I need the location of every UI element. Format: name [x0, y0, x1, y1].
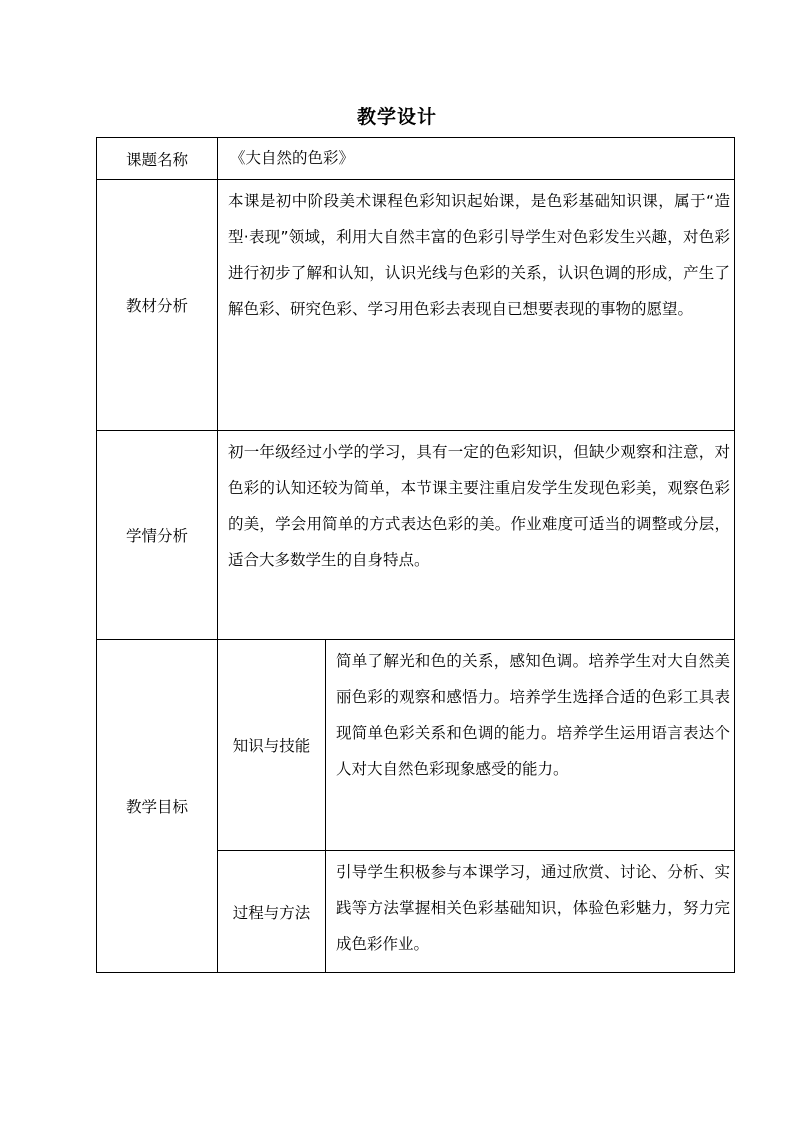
label-lesson-title: 课题名称 [97, 138, 218, 180]
row-material-analysis [97, 180, 735, 431]
student-analysis-text: 初一年级经过小学的学习，具有一定的色彩知识，但缺少观察和注意，对色彩的认知还较为简单，本节课主要注重启发学生发现色彩美，观察色彩的美，学会用简单的方式表达色彩的美。作业难度可适当的调整或分层，适合大多数学生的自身特点。 [228, 443, 731, 569]
row-goal-knowledge [97, 640, 735, 851]
row-student-analysis [97, 431, 735, 640]
knowledge-skills-text: 简单了解光和色的关系，感知色调。培养学生对大自然美丽色彩的观察和感悟力。培养学生选择合适的色彩工具表现简单色彩关系和色调的能力。培养学生运用语言表达个人对大自然色彩现象感受的能力。 [336, 652, 731, 778]
lesson-title-value: 《大自然的色彩》 [230, 149, 355, 167]
cell-knowledge-skills [326, 640, 735, 851]
cell-student-analysis [218, 431, 735, 640]
cell-process-methods [326, 851, 735, 973]
label-process-methods: 过程与方法 [218, 851, 326, 973]
document-title: 教学设计 [356, 106, 437, 128]
cell-lesson-title [218, 138, 735, 180]
material-analysis-text: 本课是初中阶段美术课程色彩知识起始课，是色彩基础知识课，属于“造型·表现”领域，利用大自然丰富的色彩引导学生对色彩发生兴趣，对色彩进行初步了解和认知，认识光线与色彩的关系，认识色调的形成，产生了解色彩、研究色彩、学习用色彩去表现自已想要表现的事物的愿望。 [228, 192, 731, 318]
label-student-analysis: 学情分析 [97, 431, 218, 640]
process-methods-text: 引导学生积极参与本课学习，通过欣赏、讨论、分析、实践等方法掌握相关色彩基础知识，体验色彩魅力，努力完成色彩作业。 [336, 863, 731, 953]
label-teaching-goals: 教学目标 [97, 640, 218, 973]
label-material-analysis: 教材分析 [97, 180, 218, 431]
cell-material-analysis [218, 180, 735, 431]
row-lesson-title [97, 138, 735, 180]
lesson-plan-table [96, 137, 735, 973]
label-knowledge-skills: 知识与技能 [218, 640, 326, 851]
